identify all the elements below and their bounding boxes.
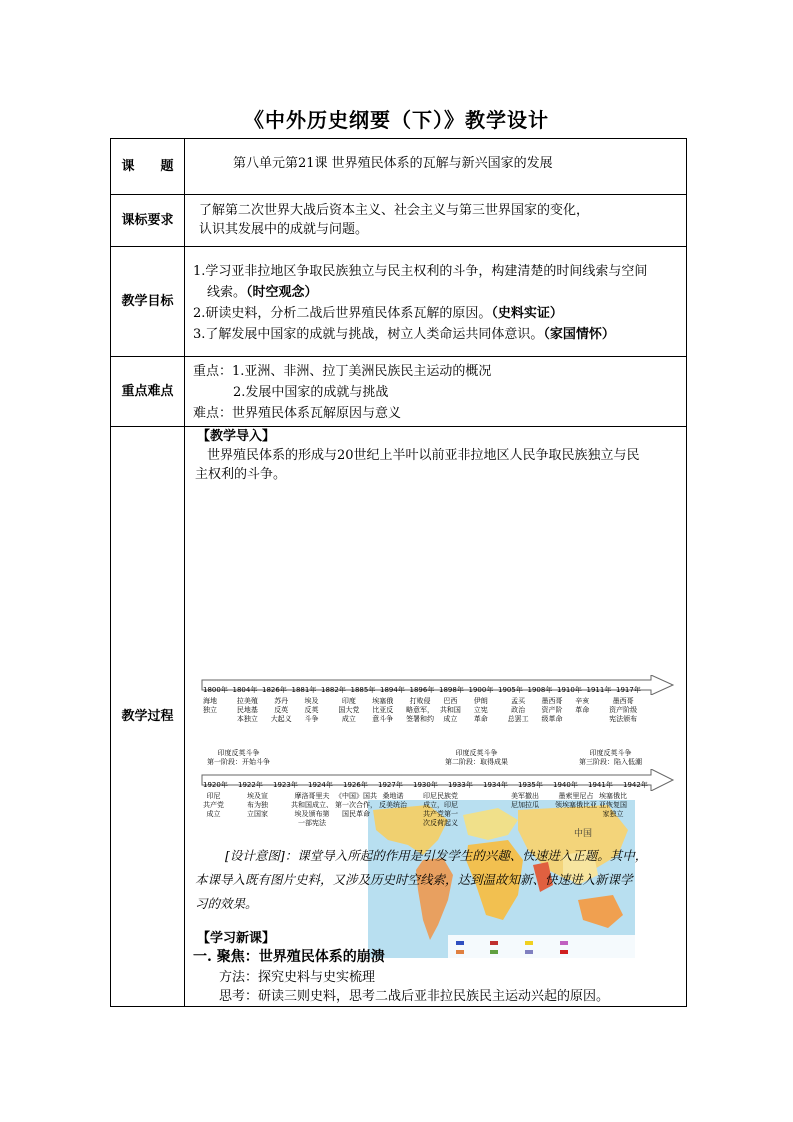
timeline-event: 巴西 共和国 成立 xyxy=(439,697,461,723)
standard-label: 课标要求 xyxy=(111,195,185,247)
timeline-year: 1941年 xyxy=(588,781,613,789)
timeline-event: 桑地诺 反美统治 xyxy=(379,792,407,809)
goal-1-tag: （时空观念） xyxy=(246,285,318,300)
design-intent-line-3: 习的效果。 xyxy=(195,896,258,911)
timeline-year: 1885年 xyxy=(350,686,376,694)
timeline-event: 辛亥 革命 xyxy=(575,697,590,714)
timeline-event: 印尼 共产党 成立 xyxy=(203,792,224,818)
topic-cell xyxy=(185,139,687,195)
section-1-heading: 一. 聚焦：世界殖民体系的崩溃 xyxy=(193,949,385,965)
goal-1-text: 1.学习亚非拉地区争取民族独立与民主权利的斗争，构建清楚的时间线索与空间 xyxy=(193,264,648,279)
timeline-year: 1920年 xyxy=(203,781,228,789)
timeline-event: 墨西哥 资产阶级 宪法颁布 xyxy=(609,697,638,723)
design-intent-line-2: 本课导入既有图片史料，又涉及历史时空线索，达到温故知新、快速进入新课学 xyxy=(195,872,633,887)
timeline-event: 伊朗 立宪 革命 xyxy=(473,697,488,723)
think-text: 思考：研读三则史料，思考二战后亚非拉民族民主运动兴起的原因。 xyxy=(219,989,610,1004)
key-cell xyxy=(185,357,687,427)
timeline-event: 印尼民族党 成立，印尼 共产党第一 次反荷起义 xyxy=(423,792,458,827)
timeline-year: 1917年 xyxy=(616,686,641,694)
timeline-year: 1927年 xyxy=(378,781,403,789)
topic-label: 课 题 xyxy=(111,139,185,195)
timeline-year: 1900年 xyxy=(468,686,494,694)
timeline-year: 1934年 xyxy=(483,781,508,789)
timeline-event: 美军撤出 尼加拉瓜 xyxy=(511,792,539,809)
standard-cell xyxy=(185,195,687,247)
timeline-event: 《中国》国共 第一次合作， 国民革命 xyxy=(335,792,377,818)
timeline-event: 埃塞俄比 亚恢复国 家独立 xyxy=(599,792,627,818)
timeline-year: 1908年 xyxy=(527,686,553,694)
timeline-event: 墨索里尼占 领埃塞俄比亚 xyxy=(555,792,597,809)
timeline-event: 海地 独立 xyxy=(203,697,217,714)
timeline-year: 1930年 xyxy=(413,781,438,789)
timeline-event: 印度 国大党 成立 xyxy=(338,697,360,723)
timeline-year: 1940年 xyxy=(553,781,578,789)
timeline-event: 埃塞俄 比亚反 意斗争 xyxy=(372,697,394,723)
difficult-point: 难点：世界殖民体系瓦解原因与意义 xyxy=(193,406,402,421)
timeline-event: 拉美殖 民地基 本独立 xyxy=(236,697,258,723)
timeline-event: 墨西哥 资产阶 级革命 xyxy=(541,697,563,723)
timeline-event: 埃及 反英 斗争 xyxy=(304,697,319,723)
design-intent-line-1: [设计意图]：课堂导入所起的作用是引发学生的兴趣、快速进入正题。其中， xyxy=(225,848,648,863)
timeline-year: 1926年 xyxy=(343,781,368,789)
page-title: 《中外历史纲要（下）》教学设计 xyxy=(244,108,549,132)
timeline-event: 孟买 政治 总罢工 xyxy=(507,697,529,723)
process-label: 教学过程 xyxy=(111,427,185,1007)
standard-line-1: 了解第二次世界大战后资本主义、社会主义与第三世界国家的变化， xyxy=(199,203,590,218)
timeline-2-phase-1: 印度反英斗争 第一阶段：开始斗争 xyxy=(207,749,270,766)
intro-heading: 【教学导入】 xyxy=(197,429,276,444)
timeline-year: 1894年 xyxy=(380,686,405,694)
goal-2-text: 2.研读史料，分析二战后世界殖民体系瓦解的原因。 xyxy=(193,306,492,321)
timeline-year: 1935年 xyxy=(518,781,543,789)
map-china-label: 中国 xyxy=(574,829,593,839)
intro-line-1: 世界殖民体系的形成与20世纪上半叶以前亚非拉地区人民争取民族独立与民 xyxy=(207,448,640,463)
goals-label: 教学目标 xyxy=(111,247,185,357)
goals-cell xyxy=(185,247,687,357)
method-text: 方法：探究史料与史实梳理 xyxy=(219,970,376,985)
timeline-event: 苏丹 反英 大起义 xyxy=(270,697,292,723)
timeline-event: 打败侵 略意军， 签署和约 xyxy=(406,697,435,723)
new-lesson-heading: 【学习新课】 xyxy=(197,931,276,946)
goal-1-text-cont: 线索。 xyxy=(207,285,247,300)
topic-text: 第八单元第21课 世界殖民体系的瓦解与新兴国家的发展 xyxy=(233,156,553,171)
key-label: 重点难点 xyxy=(111,357,185,427)
timeline-year: 1881年 xyxy=(291,686,317,694)
process-cell xyxy=(185,427,687,1007)
goal-2-tag: （史料实证） xyxy=(491,306,563,321)
timeline-2-phase-3: 印度反英斗争 第三阶段：陷入低潮 xyxy=(579,749,642,766)
timeline-year: 1922年 xyxy=(238,781,263,789)
timeline-year: 1804年 xyxy=(232,686,258,694)
goal-3-tag: （家国情怀） xyxy=(543,327,615,342)
standard-line-2: 认识其发展中的成就与问题。 xyxy=(199,222,369,237)
timeline-year: 1942年 xyxy=(623,781,648,789)
timeline-event: 埃及宣 布为独 立国家 xyxy=(247,792,268,818)
timeline-year: 1882年 xyxy=(321,686,346,694)
intro-line-2: 主权利的斗争。 xyxy=(195,467,287,482)
timeline-event: 摩洛哥里夫 共和国成立、 埃及颁布第 一部宪法 xyxy=(291,792,333,827)
timeline-year: 1905年 xyxy=(498,686,523,694)
timeline-year: 1800年 xyxy=(203,686,228,694)
timeline-year: 1826年 xyxy=(262,686,287,694)
timeline-year: 1933年 xyxy=(448,781,473,789)
timeline-year: 1911年 xyxy=(586,686,612,694)
timeline-1 xyxy=(201,675,671,735)
lesson-plan-table xyxy=(110,138,687,1007)
timeline-year: 1923年 xyxy=(273,781,298,789)
timeline-2 xyxy=(201,749,671,844)
timeline-year: 1896年 xyxy=(409,686,435,694)
timeline-year: 1910年 xyxy=(557,686,582,694)
key-point-1: 重点：1.亚洲、非洲、拉丁美洲民族民主运动的概况 xyxy=(193,364,492,379)
timeline-year: 1898年 xyxy=(439,686,464,694)
goal-3-text: 3.了解发展中国家的成就与挑战，树立人类命运共同体意识。 xyxy=(193,327,544,342)
timeline-2-phase-2: 印度反英斗争 第二阶段：取得成果 xyxy=(445,749,508,766)
key-point-2: 2.发展中国家的成就与挑战 xyxy=(233,385,389,400)
timeline-year: 1924年 xyxy=(308,781,333,789)
